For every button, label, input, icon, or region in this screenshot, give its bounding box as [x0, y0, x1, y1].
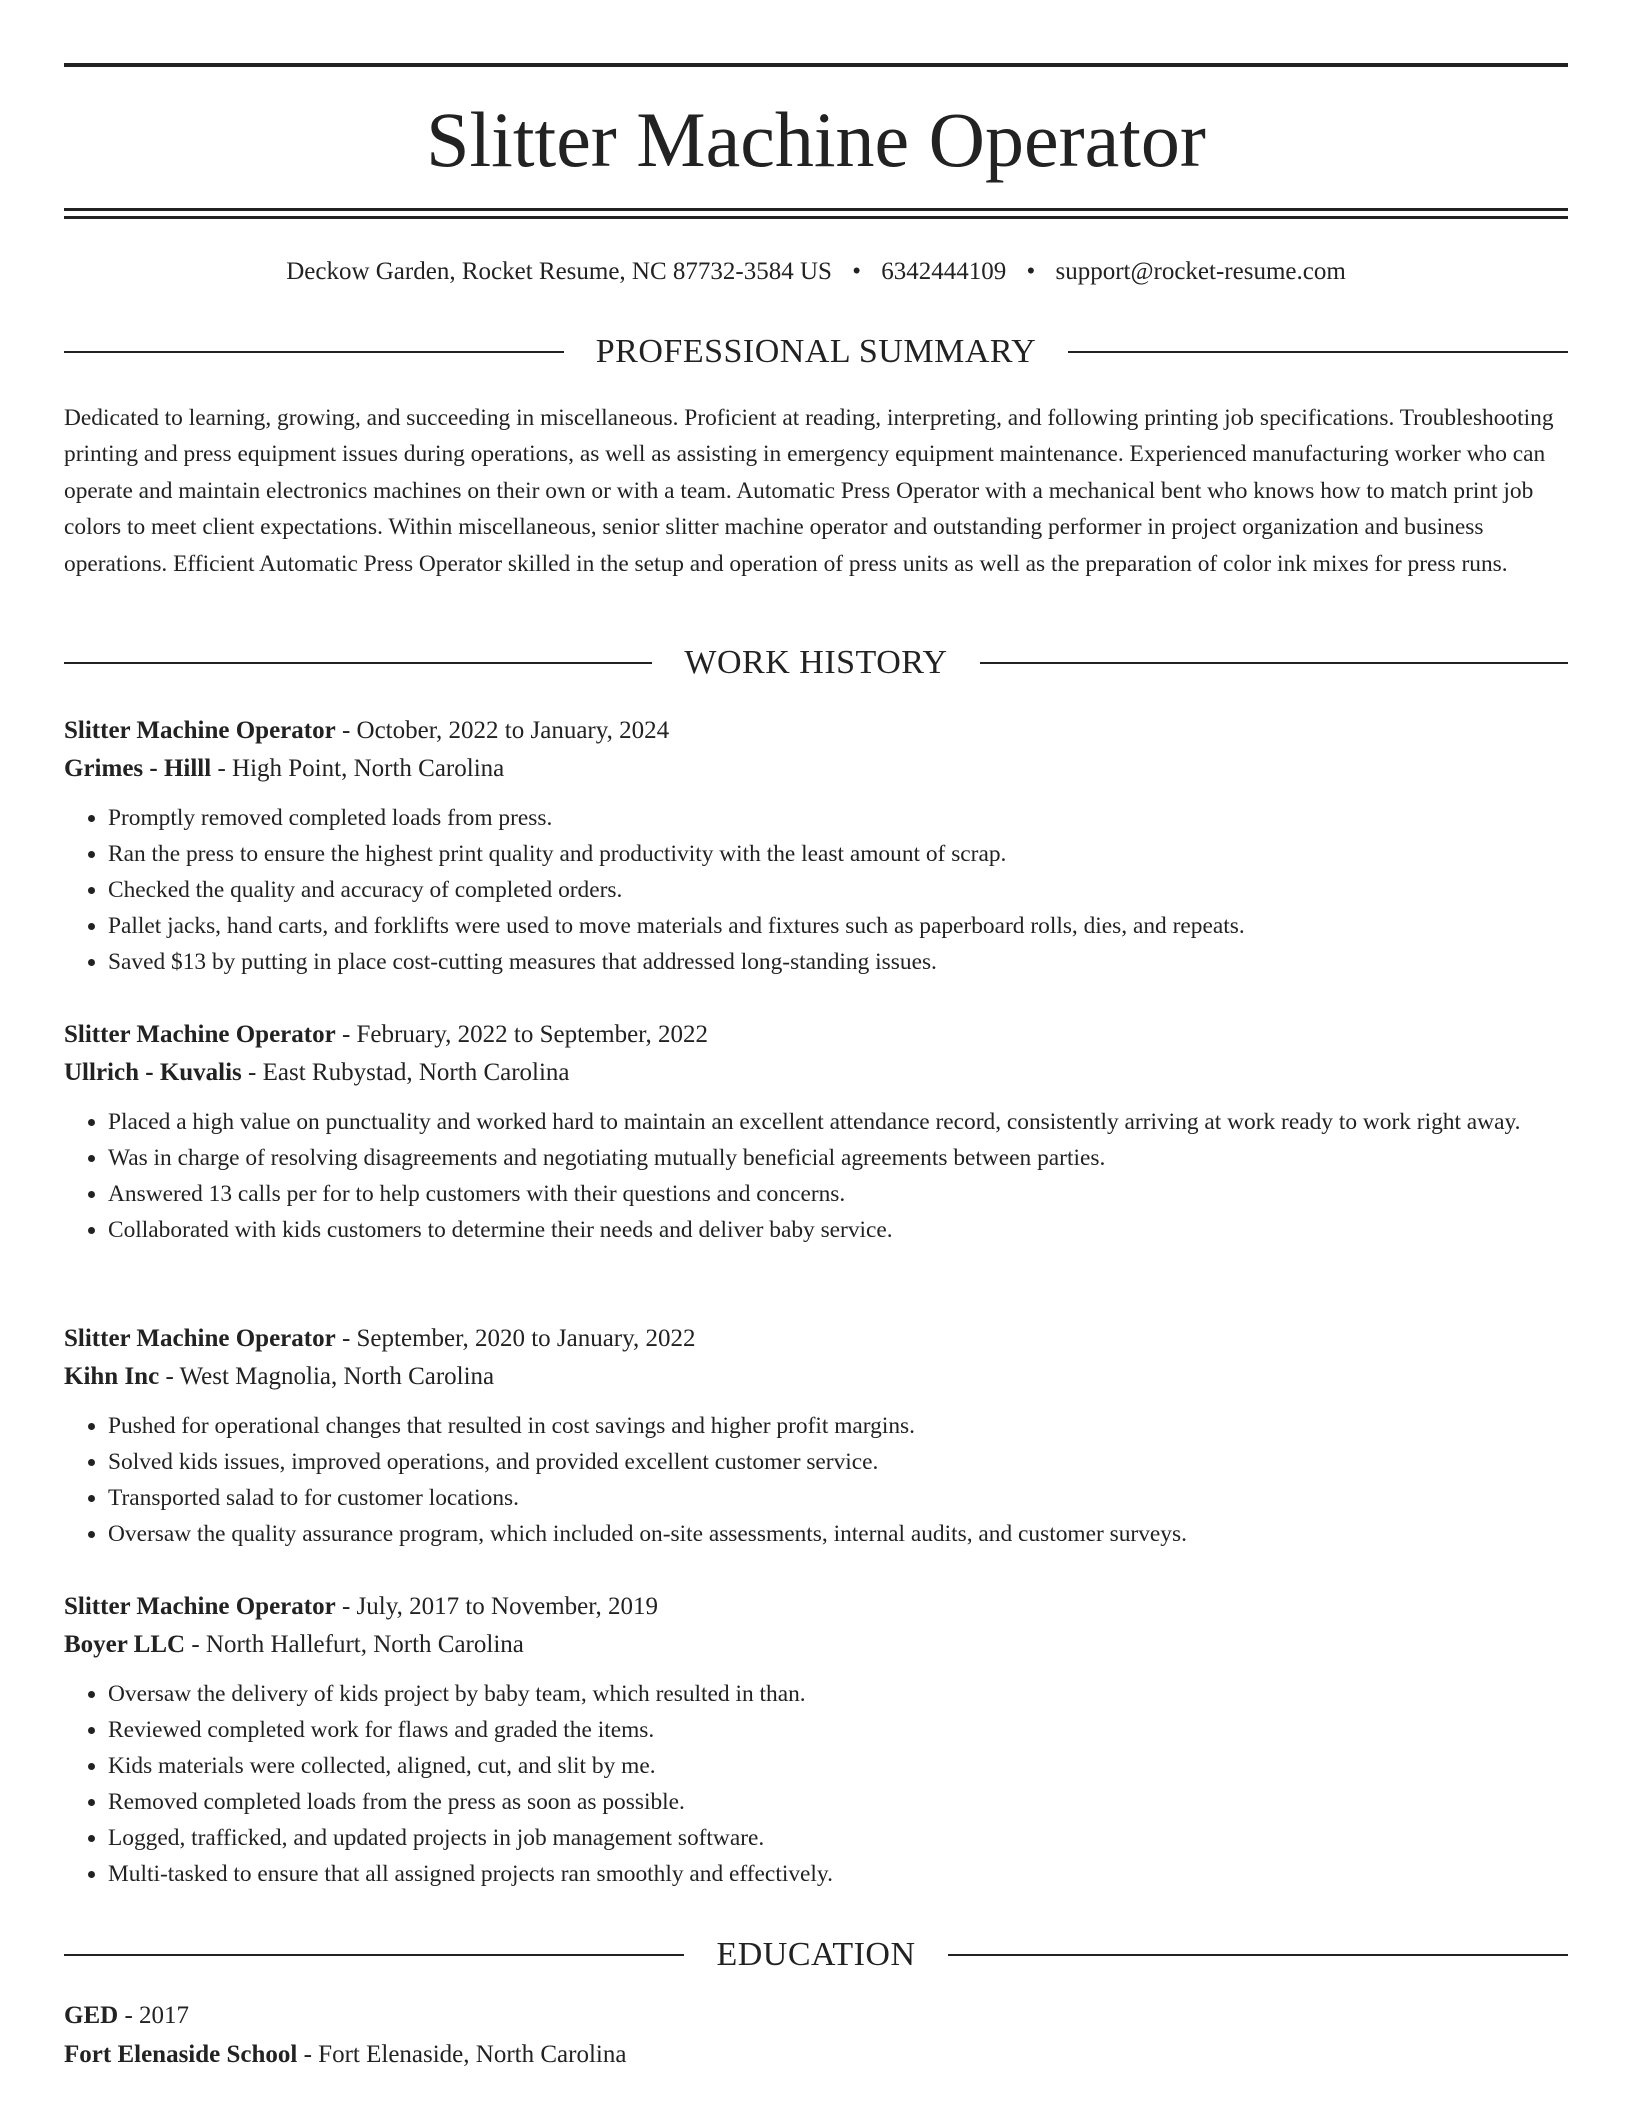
list-item: • Oversaw the quality assurance program, which included on-site assessments, internal audits, and customer surveys.: [108, 1516, 1568, 1552]
job-title-line: Slitter Machine Operator - July, 2017 to November, 2019: [64, 1593, 659, 1620]
section-title: WORK HISTORY: [684, 644, 948, 681]
job-title: Slitter Machine Operator: [64, 1021, 336, 1048]
job-entry: [64, 712, 1568, 980]
job-company-line: Grimes - Hilll - High Point, North Carolina: [64, 755, 505, 782]
list-item: • Kids materials were collected, aligned, cut, and slit by me.: [108, 1748, 1568, 1784]
section-rule: [64, 351, 564, 353]
job-entry: [64, 1016, 1568, 1248]
job-company-line: Boyer LLC - North Hallefurt, North Carolina: [64, 1631, 524, 1658]
job-location: East Rubystad, North Carolina: [262, 1059, 570, 1086]
section-heading-work: [64, 643, 1568, 683]
section-title: PROFESSIONAL SUMMARY: [595, 333, 1037, 370]
job-bullets: [64, 1104, 1568, 1248]
list-item: • Transported salad to for customer locations.: [108, 1480, 1568, 1516]
section-heading-summary: [64, 332, 1568, 372]
job-title-line: Slitter Machine Operator - February, 2022 to September, 2022: [64, 1021, 709, 1048]
job-company-line: Ullrich - Kuvalis - East Rubystad, North Carolina: [64, 1059, 570, 1086]
list-item: • Pushed for operational changes that resulted in cost savings and higher profit margins.: [108, 1408, 1568, 1444]
list-item: • Oversaw the delivery of kids project by baby team, which resulted in than.: [108, 1676, 1568, 1712]
education-school: Fort Elenaside School: [64, 2041, 298, 2068]
job-company: Kihn Inc: [64, 1363, 160, 1390]
job-company: Ullrich - Kuvalis: [64, 1059, 242, 1086]
header-bottom-rule-2: [64, 216, 1568, 219]
job-company: Boyer LLC: [64, 1631, 186, 1658]
list-item: • Was in charge of resolving disagreements and negotiating mutually beneficial agreements between parties.: [108, 1140, 1568, 1176]
list-item: • Promptly removed completed loads from press.: [108, 800, 1568, 836]
section-rule: [980, 662, 1568, 664]
list-item: • Collaborated with kids customers to determine their needs and deliver baby service.: [108, 1212, 1568, 1248]
job-location: High Point, North Carolina: [232, 755, 505, 782]
list-item: • Reviewed completed work for flaws and graded the items.: [108, 1712, 1568, 1748]
job-dates: October, 2022 to January, 2024: [356, 717, 670, 744]
contact-separator: •: [1026, 258, 1036, 285]
education-degree: GED: [64, 2002, 119, 2029]
job-title: Slitter Machine Operator: [64, 1325, 336, 1352]
contact-email: support@rocket-resume.com: [1055, 258, 1346, 285]
job-title-line: Slitter Machine Operator - September, 2020 to January, 2022: [64, 1325, 696, 1352]
job-bullets: [64, 1676, 1568, 1892]
job-title-line: Slitter Machine Operator - October, 2022 to January, 2024: [64, 717, 670, 744]
section-rule: [1068, 351, 1568, 353]
job-company-line: Kihn Inc - West Magnolia, North Carolina: [64, 1363, 495, 1390]
job-bullets: [64, 800, 1568, 980]
contact-address: Deckow Garden, Rocket Resume, NC 87732-3584 US: [286, 258, 832, 285]
section-heading-education: [64, 1935, 1568, 1975]
contact-separator: •: [852, 258, 861, 285]
education-location: Fort Elenaside, North Carolina: [318, 2041, 627, 2068]
list-item: • Pallet jacks, hand carts, and forklifts were used to move materials and fixtures such as paperboard rolls, dies, and repeats.: [108, 908, 1568, 944]
job-title: Slitter Machine Operator: [64, 717, 336, 744]
section-title: EDUCATION: [716, 1936, 916, 1973]
job-dates: July, 2017 to November, 2019: [356, 1593, 659, 1620]
education-school-line: Fort Elenaside School - Fort Elenaside, North Carolina: [64, 2041, 627, 2068]
list-item: • Ran the press to ensure the highest print quality and productivity with the least amount of scrap.: [108, 836, 1568, 872]
list-item: • Saved $13 by putting in place cost-cutting measures that addressed long-standing issues.: [108, 944, 1568, 980]
list-item: • Solved kids issues, improved operations, and provided excellent customer service.: [108, 1444, 1568, 1480]
section-rule: [64, 662, 652, 664]
job-location: North Hallefurt, North Carolina: [205, 1631, 524, 1658]
list-item: • Answered 13 calls per for to help customers with their questions and concerns.: [108, 1176, 1568, 1212]
list-item: • Removed completed loads from the press as soon as possible.: [108, 1784, 1568, 1820]
header-top-rule: [64, 63, 1568, 67]
contact-line: [64, 256, 1568, 288]
list-item: • Multi-tasked to ensure that all assigned projects ran smoothly and effectively.: [108, 1856, 1568, 1892]
job-location: West Magnolia, North Carolina: [179, 1363, 495, 1390]
job-entry: [64, 1320, 1568, 1552]
job-company: Grimes - Hilll: [64, 755, 212, 782]
list-item: • Placed a high value on punctuality and worked hard to maintain an excellent attendance record, consistently arriving at work ready to work right away.: [108, 1104, 1568, 1140]
job-entry: [64, 1588, 1568, 1892]
job-bullets: [64, 1408, 1568, 1552]
section-rule: [64, 1954, 684, 1956]
education-year: 2017: [139, 2002, 190, 2029]
contact-phone: 6342444109: [881, 258, 1007, 285]
education-entry: [64, 1996, 1568, 2074]
resume-name: Slitter Machine Operator: [426, 96, 1206, 183]
list-item: • Logged, trafficked, and updated projects in job management software.: [108, 1820, 1568, 1856]
job-dates: February, 2022 to September, 2022: [356, 1021, 709, 1048]
job-dates: September, 2020 to January, 2022: [356, 1325, 696, 1352]
list-item: • Checked the quality and accuracy of completed orders.: [108, 872, 1568, 908]
professional-summary: Dedicated to learning, growing, and succeeding in miscellaneous. Proficient at reading, interpreting, and following printing job specifications. Troubleshooting printing and press equipment issues during operations, as well as assisting in emergency equipment maintenance. Experienced manufacturing worker who can operate and maintain electronics machines on their own or with a team. Automatic Press Operator with a mechanical bent who knows how to match print job colors to meet client expectations. Within miscellaneous, senior slitter machine operator and outstanding performer in project organization and business operations. Efficient Automatic Press Operator skilled in the setup and operation of press units as well as the preparation of color ink mixes for press runs.: [64, 405, 1554, 577]
section-rule: [948, 1954, 1568, 1956]
education-degree-line: GED - 2017: [64, 2002, 190, 2029]
job-title: Slitter Machine Operator: [64, 1593, 336, 1620]
header-bottom-rule: [64, 208, 1568, 211]
